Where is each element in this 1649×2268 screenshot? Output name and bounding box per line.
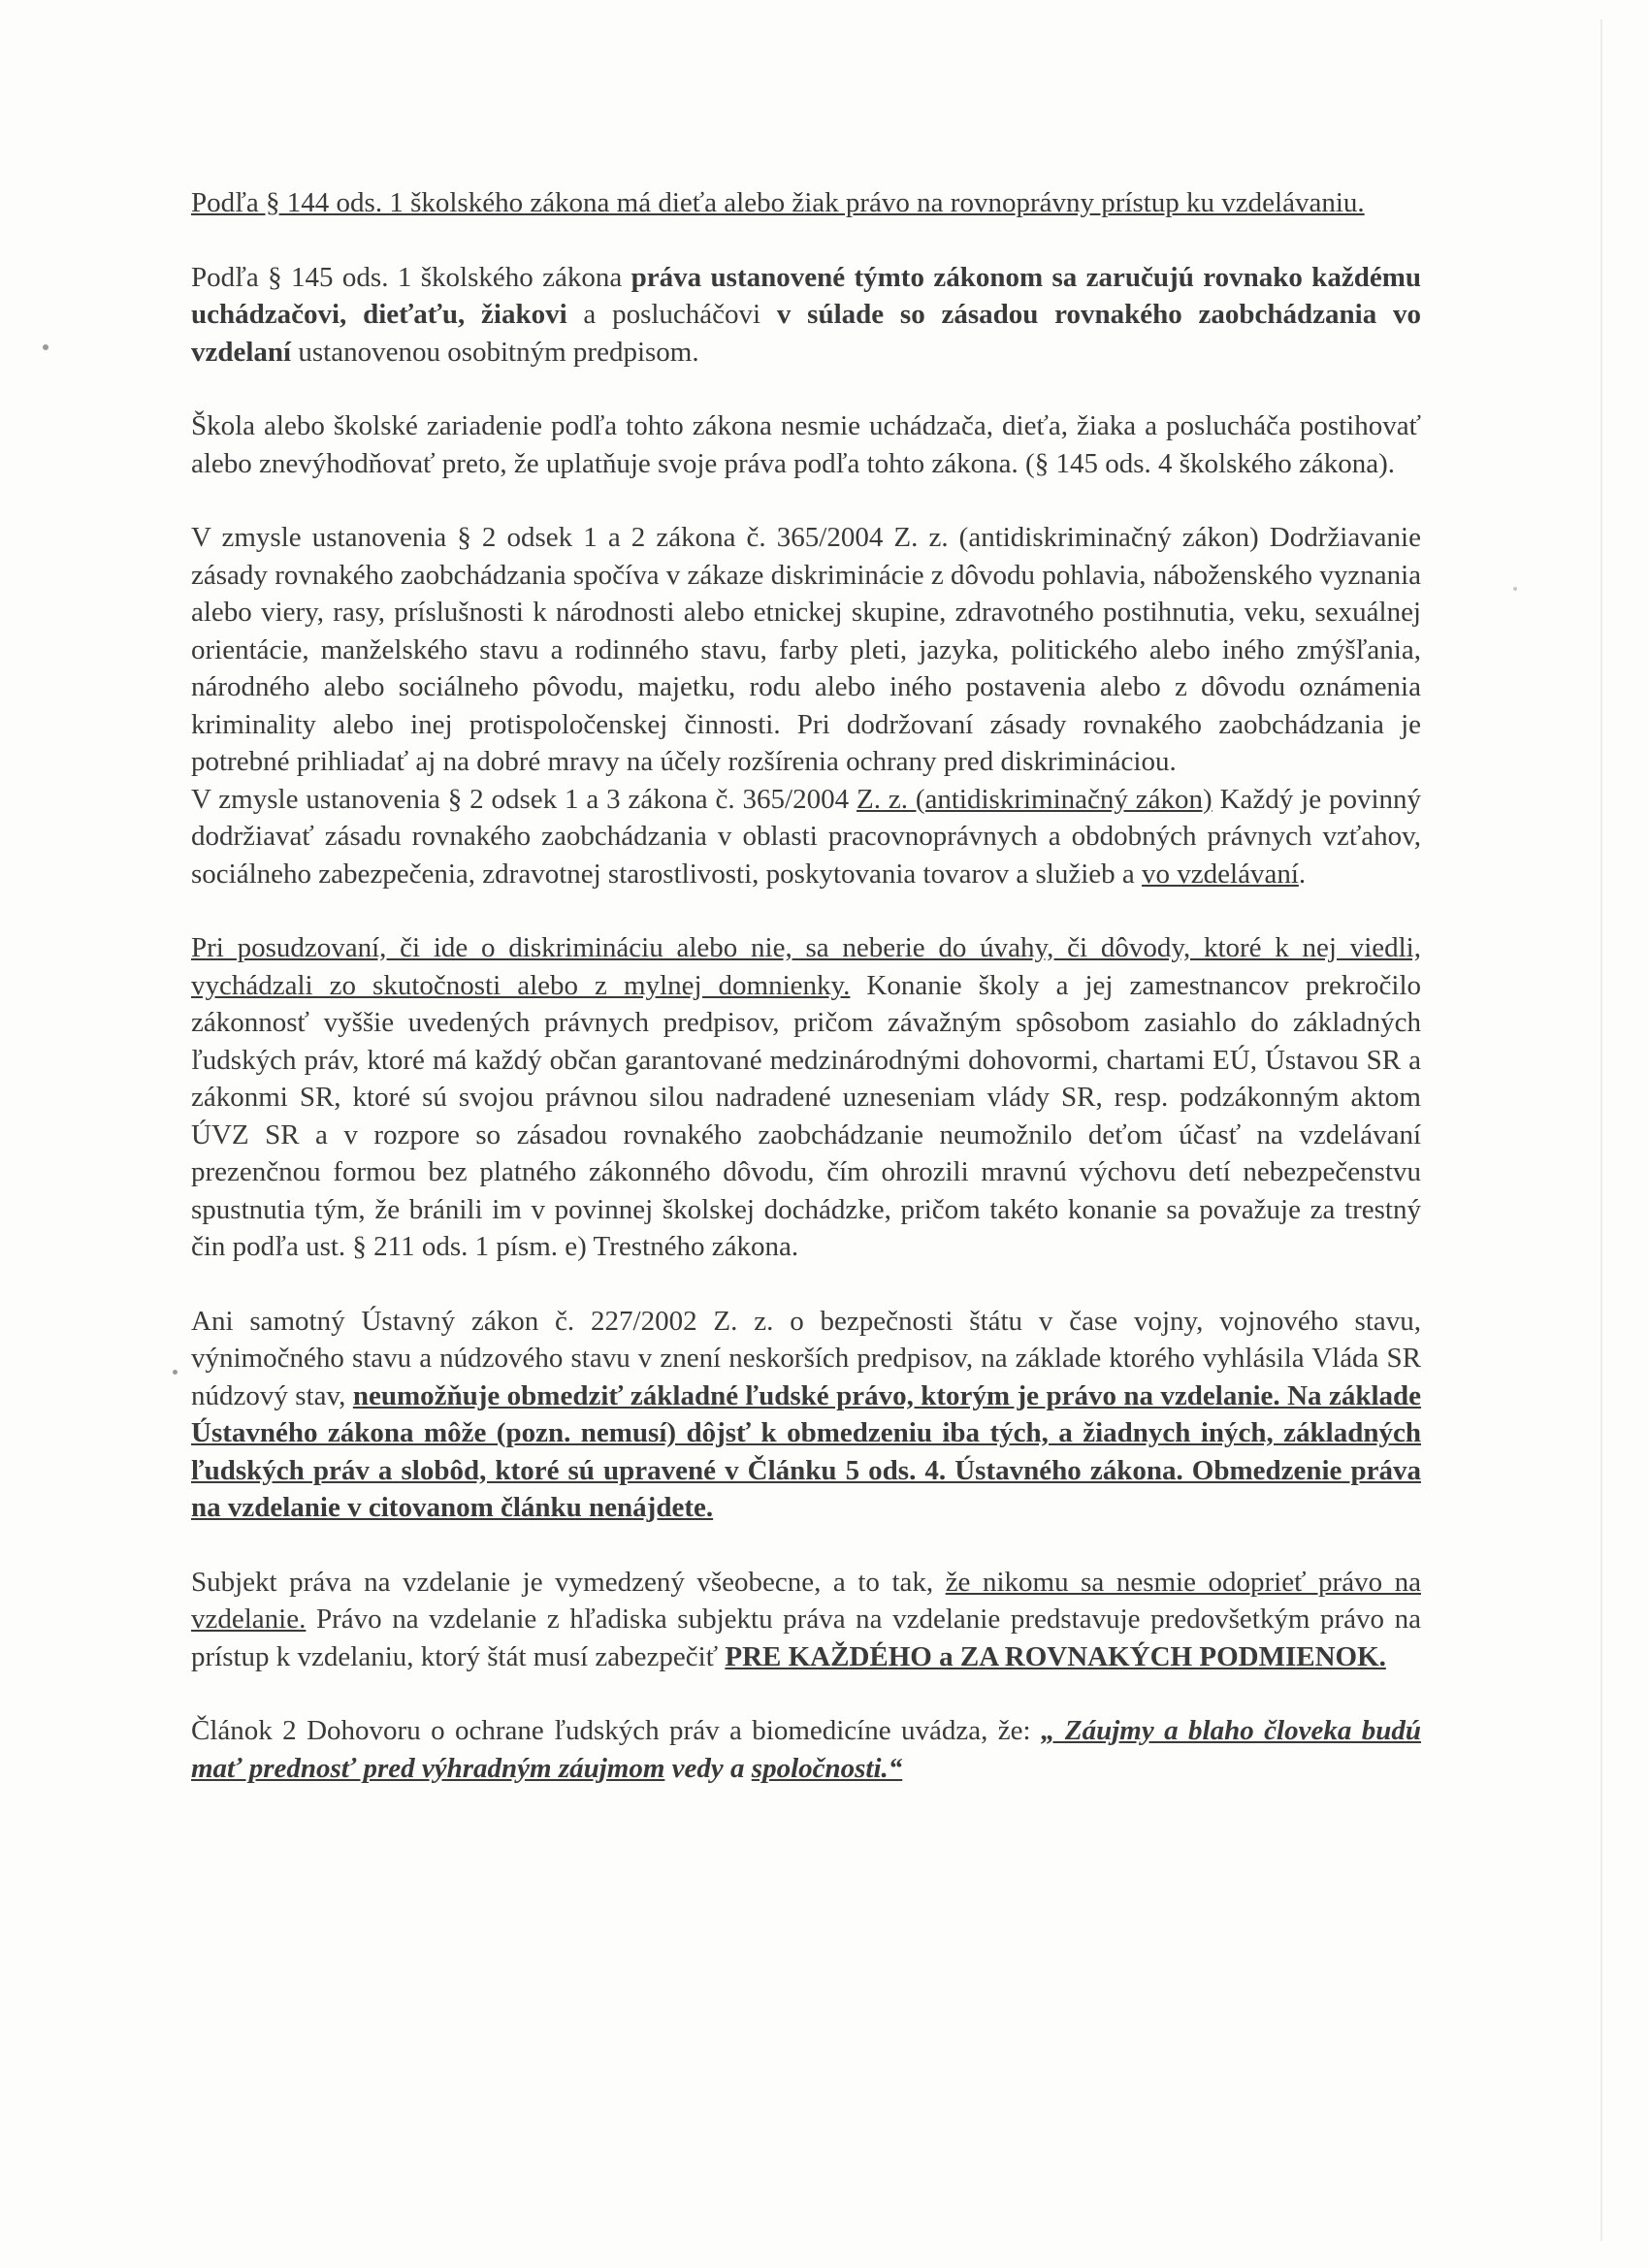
text-span-underlined: že nikomu sa nesmie odoprieť právo na vzdelanie. xyxy=(191,1566,1421,1635)
text-span-bold: v súlade so zásadou rovnakého zaobchádzania vo vzdelaní xyxy=(191,299,1422,368)
paragraph-2 xyxy=(191,259,1421,372)
paragraph-3 xyxy=(191,407,1421,482)
text-span: Ani samotný Ústavný zákon č. 227/2002 Z. z. o bezpečnosti štátu v čase vojny, vojnového stavu, výnimočného stavu a núdzového stavu v znení neskorších predpisov, na základe ktorého vyhlásila Vláda SR núdzový stav, xyxy=(191,1305,1421,1411)
text-span: a poslucháčovi xyxy=(566,299,777,330)
text-span: V zmysle ustanovenia § 2 odsek 1 a 2 zákona č. 365/2004 Z. z. (antidiskriminačný zákon) Dodržiavanie zásady rovnakého zaobchádzania spočíva v zákaze diskriminácie z dôvodu pohlavia, náboženského vyznania alebo viery, rasy, príslušnosti k národnosti alebo etnickej skupine, zdravotného postihnutia, veku, sexuálnej orientácie, manželského stavu a rodinného stavu, farby pleti, jazyka, politického alebo iného zmýšľania, národného alebo sociálneho pôvodu, majetku, rodu alebo iného postavenia alebo z dôvodu oznámenia kriminality alebo inej protispoločenskej činnosti. Pri dodržovaní zásady rovnakého zaobchádzania je potrebné prihliadať aj na dobré mravy na účely rozšírenia ochrany pred diskrimináciou. xyxy=(191,522,1421,777)
text-span-bold-italic-underlined: „ Záujmy a blaho človeka budú mať prednosť pred výhradným záujmom xyxy=(191,1715,1421,1784)
document-body xyxy=(191,184,1421,1824)
paragraph-4b xyxy=(191,781,1421,893)
paragraph-5 xyxy=(191,929,1421,1266)
text-span-underlined: vo vzdelávaní xyxy=(1142,858,1299,890)
text-span-bold-underlined: PRE KAŽDÉHO a ZA ROVNAKÝCH PODMIENOK. xyxy=(725,1640,1386,1672)
paragraph-7 xyxy=(191,1564,1421,1676)
text-span: Každý je povinný dodržiavať zásadu rovnakého zaobchádzania v oblasti pracovnoprávnych a obdobných právnych vzťahov, sociálneho zabezpečenia, zdravotnej starostlivosti, poskytovania tovarov a služieb a xyxy=(191,783,1422,890)
text-span: . xyxy=(1298,858,1307,890)
text-span-bold-italic: vedy a xyxy=(664,1752,752,1784)
text-span-underlined: Pri posudzovaní, či ide o diskrimináciu alebo nie, sa neberie do úvahy, či dôvody, ktoré k nej viedli, vychádzali zo skutočnosti alebo z mylnej domnienky. xyxy=(191,932,1421,1001)
paragraph-1 xyxy=(191,184,1421,222)
text-span: Konanie školy a jej zamestnancov prekročilo zákonnosť vyššie uvedených právnych predpisov, pričom závažným spôsobom zasiahlo do základných ľudských práv, ktoré má každý občan garantované medzinárodnými dohovormi, chartami EÚ, Ústavou SR a zákonmi SR, ktoré sú svojou právnou silou nadradené uzneseniam vlády SR, resp. podzákonným aktom ÚVZ SR a v rozpore so zásadou rovnakého zaobchádzanie neumožnilo deťom účasť na vzdelávaní prezenčnou formou bez platného zákonného dôvodu, čím ohrozili mravnú výchovu detí nebezpečenstvu spustnutia tým, že bránili im v povinnej školskej dochádzke, pričom takéto konanie sa považuje za trestný čin podľa ust. § 211 ods. 1 písm. e) Trestného zákona. xyxy=(191,969,1421,1262)
text-span-bold: práva ustanovené týmto zákonom sa zaručujú rovnako každému uchádzačovi, dieťaťu, žiakovi xyxy=(191,261,1421,330)
text-span: ustanovenou osobitným predpisom. xyxy=(291,336,699,368)
text-span: V zmysle ustanovenia § 2 odsek 1 a 3 zákona č. 365/2004 xyxy=(191,783,857,815)
text-span: Článok 2 Dohovoru o ochrane ľudských práv a biomedicíne uvádza, že: xyxy=(191,1715,1041,1746)
text-span: Podľa § 144 ods. 1 školského zákona má dieťa alebo žiak právo na rovnoprávny prístup ku vzdelávaniu. xyxy=(191,187,1365,218)
paragraph-6 xyxy=(191,1303,1421,1527)
text-span-bold-underlined: neumožňuje obmedziť základné ľudské právo, ktorým je právo na vzdelanie. Na základe Ústavného zákona môže (pozn. nemusí) dôjsť k obmedzeniu iba tých, a žiadnych iných, základných ľudských práv a slobôd, ktoré sú upravené v Článku 5 ods. 4. Ústavného zákona. Obmedzenie práva na vzdelanie v citovanom článku nenájdete. xyxy=(191,1379,1422,1523)
text-span: Subjekt práva na vzdelanie je vymedzený všeobecne, a to tak, xyxy=(191,1566,946,1598)
text-span: Podľa § 145 ods. 1 školského zákona xyxy=(191,261,631,293)
text-span-bold-italic-underlined: spoločnosti.“ xyxy=(751,1752,903,1784)
text-span: Škola alebo školské zariadenie podľa tohto zákona nesmie uchádzača, dieťa, žiaka a poslucháča postihovať alebo znevýhodňovať preto, že uplatňuje svoje práva podľa tohto zákona. (§ 145 ods. 4 školského zákona). xyxy=(191,410,1421,479)
text-span: Právo na vzdelanie z hľadiska subjektu práva na vzdelanie predstavuje predovšetkým právo na prístup k vzdelaniu, ktorý štát musí zabezpečiť xyxy=(191,1604,1421,1672)
paragraph-4a xyxy=(191,519,1421,781)
scan-speck xyxy=(1513,587,1517,591)
scan-speck xyxy=(173,1370,178,1375)
text-span-underlined: Z. z. (antidiskriminačný zákon) xyxy=(856,783,1212,815)
scan-speck xyxy=(43,344,48,350)
paragraph-8 xyxy=(191,1712,1421,1787)
scan-edge-line xyxy=(1600,19,1602,2241)
